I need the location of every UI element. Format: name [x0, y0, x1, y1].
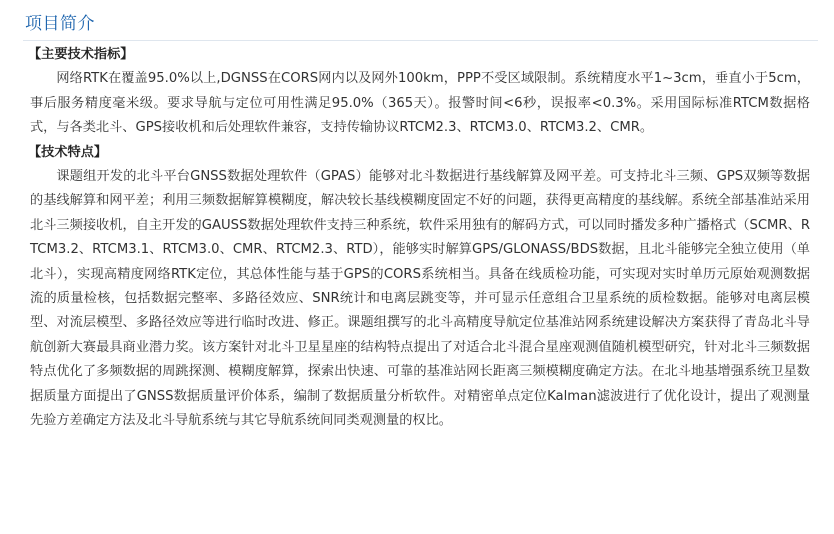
indicators-heading: 【主要技术指标】 — [28, 47, 134, 62]
section-title: 项目简介 — [25, 14, 95, 34]
indicators-paragraph: 网络RTK在覆盖95.0%以上,DGNSS在CORS网内以及网外100km，PPP不受区域限制。系统精度水平1~3cm，垂直小于5cm，事后服务精度毫米级。要求导航与定位可用性满足95.0%（365天）。报警时间<6秒，误报率<0.3%。采用国际标准RTCM数据格式，与各类北斗、GPS接收机和后处理软件兼容，支持传输协议RTCM2.3、RTCM3.0、RTCM3.2、CMR。 — [30, 71, 810, 136]
section-content — [30, 43, 810, 434]
section-header — [23, 6, 818, 41]
features-paragraph: 课题组开发的北斗平台GNSS数据处理软件（GPAS）能够对北斗数据进行基线解算及网平差。可支持北斗三频、GPS双频等数据的基线解算和网平差；利用三频数据解算模糊度，解决较长基线模糊度固定不好的问题，获得更高精度的基线解。系统全部基准站采用北斗三频接收机，自主开发的GAUSS数据处理软件支持三种系统，软件采用独有的解码方式，可以同时播发多种广播格式（SCMR、RTCM3.2、RTCM3.1、RTCM3.0、CMR、RTCM2.3、RTD），能够实时解算GPS/GLONASS/BDS数据，且北斗能够完全独立使用（单北斗），实现高精度网络RTK定位，其总体性能与基于GPS的CORS系统相当。具备在线质检功能，可实现对实时单历元原始观测数据流的质量检核，包括数据完整率、多路径效应、SNR统计和电离层跳变等，并可显示任意组合卫星系统的质检数据。能够对电离层模型、对流层模型、多路径效应等进行临时改进、修正。课题组撰写的北斗高精度导航定位基准站网系统建设解决方案获得了青岛北斗导航创新大赛最具商业潜力奖。该方案针对北斗卫星星座的结构特点提出了对适合北斗混合星座观测值随机模型研究，针对北斗三频数据特点优化了多频数据的周跳探测、模糊度解算，探索出快速、可靠的基准站网长距离三频模糊度确定方法。在北斗地基增强系统卫星数据质量方面提出了GNSS数据质量评价体系，编制了数据质量分析软件。对精密单点定位Kalman滤波进行了优化设计，提出了观测量先验方差确定方法及北斗导航系统与其它导航系统间同类观测量的权比。 — [30, 169, 810, 429]
features-heading: 【技术特点】 — [28, 144, 108, 160]
